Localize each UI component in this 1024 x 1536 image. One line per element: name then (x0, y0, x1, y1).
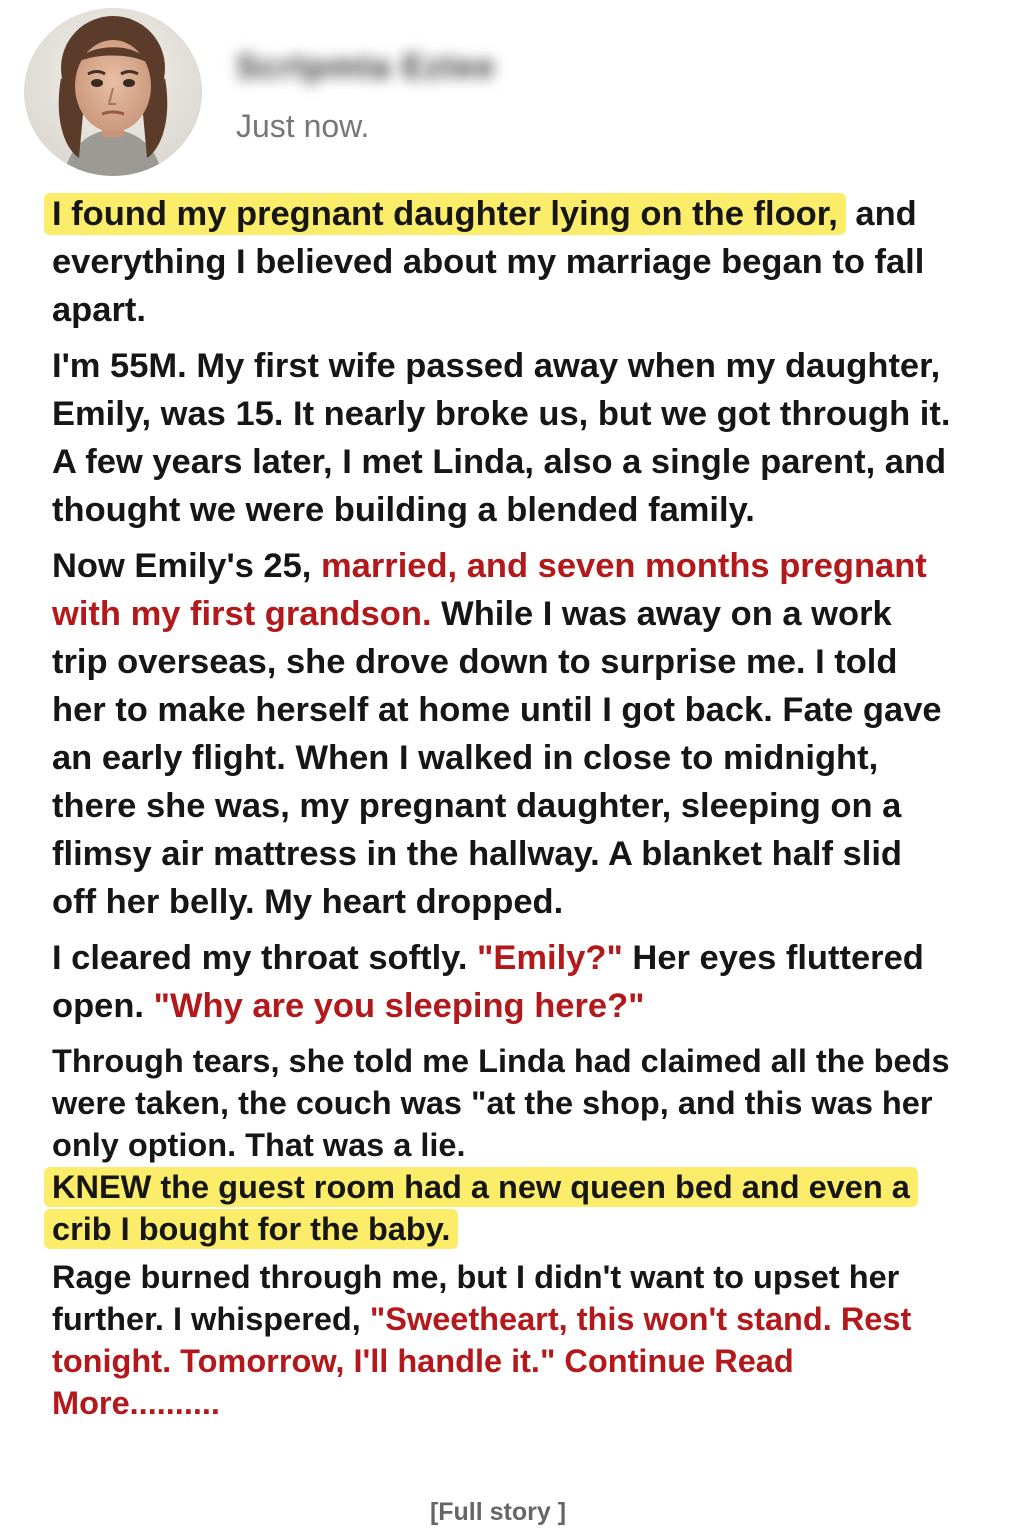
paragraph-backstory (52, 342, 952, 534)
emphasis-red-text: married, and seven months pregnant with my first grandson. (52, 547, 927, 633)
paragraph-text: I'm 55M. My first wife passed away when my daughter, Emily, was 15. It nearly broke us, but we got through it. A few years later, I met Linda, also a single parent, and thought we were building a blended family. (52, 347, 951, 529)
author-name[interactable]: Scrtpmta Eztee (236, 48, 496, 86)
post-body (52, 190, 952, 1426)
paragraph-intro (52, 190, 952, 334)
paragraph-ending (52, 1256, 952, 1424)
paragraph-text: and everything I believed about my marriage began to fall apart. (52, 195, 925, 329)
user-avatar-photo-icon (24, 8, 202, 176)
paragraph-reveal (52, 1040, 952, 1250)
paragraph-dialogue (52, 934, 952, 1030)
paragraph-text: Through tears, she told me Linda had claimed all the beds were taken, the couch was "at the shop, and this was her only option. That was a lie. (52, 1043, 950, 1163)
continue-read-more-link[interactable]: "Sweetheart, this won't stand. Rest tonight. Tomorrow, I'll handle it." Continue Read More.......... (52, 1301, 912, 1421)
post-header (24, 8, 1004, 183)
author-avatar[interactable] (24, 8, 202, 176)
paragraph-mid: Her eyes fluttered open. (52, 939, 924, 1025)
paragraph-lead: I cleared my throat softly. (52, 939, 477, 977)
paragraph-lead: Rage burned through me, but I didn't want to upset her further. I whispered, (52, 1259, 900, 1337)
quote-emily: "Emily?" (476, 939, 623, 977)
full-story-link[interactable]: [Full story ] (429, 1498, 567, 1526)
highlighted-text: I found my pregnant daughter lying on the floor, (44, 193, 846, 235)
post-timestamp: Just now. (236, 108, 370, 144)
highlighted-text: KNEW the guest room had a new queen bed and even a crib I bought for the baby. (44, 1167, 918, 1249)
paragraph-lead: Now Emily's 25, (52, 547, 321, 585)
paragraph-text: While I was away on a work trip overseas, she drove down to surprise me. I told her to make herself at home until I got back. Fate gave an early flight. When I walked in close to midnight, there she was, my pregnant daughter, sleeping on a flimsy air mattress in the hallway. A blanket half slid off her belly. My heart dropped. (52, 595, 942, 921)
quote-question: "Why are you sleeping here?" (153, 987, 645, 1025)
paragraph-situation (52, 542, 952, 926)
